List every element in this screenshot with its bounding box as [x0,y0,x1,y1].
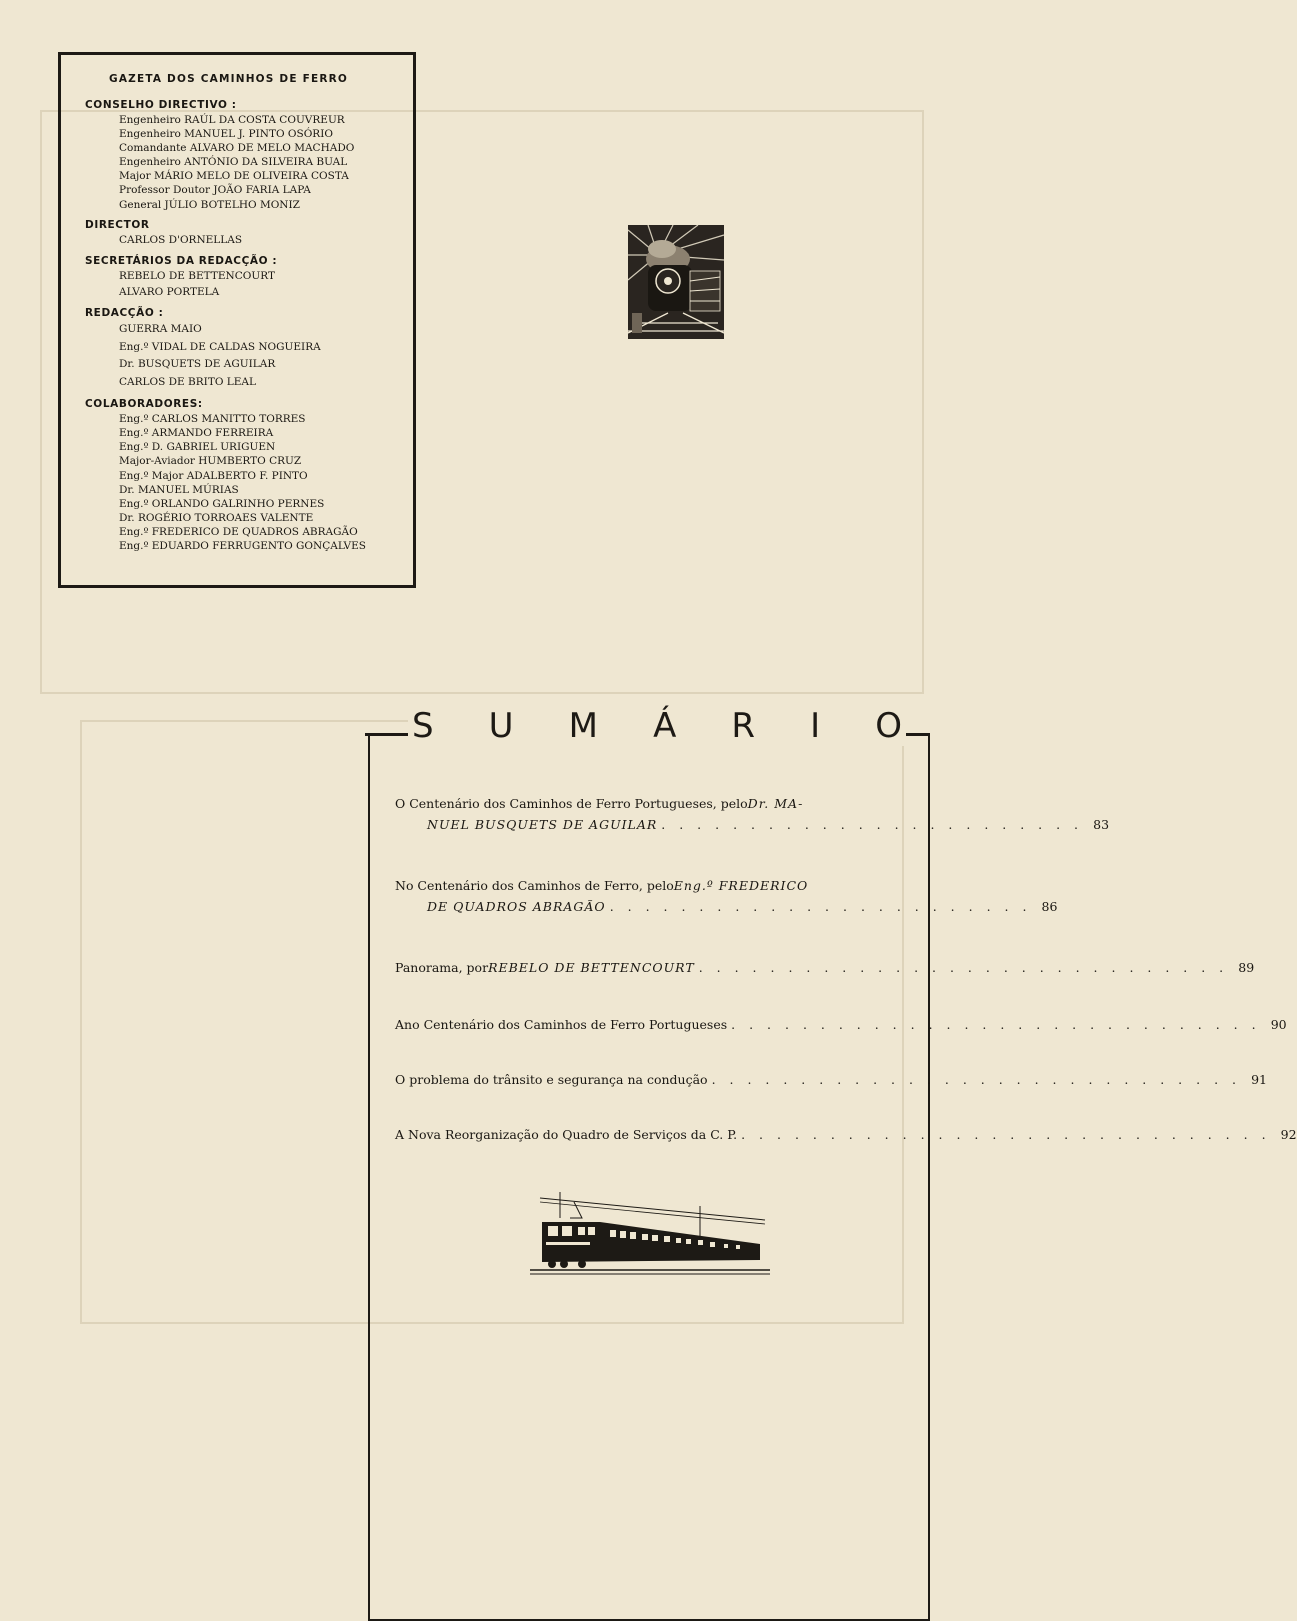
member-name: Professor Doutor JOÃO FARIA LAPA [119,184,311,197]
member-name: Eng.º ARMANDO FERREIRA [119,427,274,440]
entry-title: O problema do trânsito e segurança na condução [395,1072,708,1087]
summary-entry [395,1127,1297,1142]
leader-dots: . . . . . . . . . . . . . . . . . . . . . . . . . . . . . . [711,1072,1241,1087]
entry-line [395,960,1255,975]
member-name: Comandante ALVARO DE MELO MACHADO [119,142,355,155]
masthead-box [58,52,416,588]
summary-title [408,706,906,746]
member-name: Eng.º EDUARDO FERRUGENTO GONÇALVES [119,540,366,552]
entry-line [395,878,905,893]
entry-line [395,899,1058,914]
masthead-sections [85,98,413,553]
member-name: GUERRA MAIO [119,323,202,336]
entry-line [395,817,1110,832]
leader-dots: . . . . . . . . . . . . . . . . . . . . . . . . . . . . . . [698,960,1229,975]
member-name: REBELO DE BETTENCOURT [119,270,275,283]
member-name: General JÚLIO BOTELHO MONIZ [119,198,300,211]
section-heading: REDACÇÃO : [85,307,164,320]
page-number: 91 [1251,1072,1267,1087]
section-heading: COLABORADORES: [85,398,203,411]
leader-dots: . . . . . . . . . . . . . . . . . . . . . . . . [661,817,1084,832]
entry-line [395,796,905,811]
entry-line [395,1017,1287,1032]
page-number: 89 [1238,960,1255,975]
leader-dots: . . . . . . . . . . . . . . . . . . . . . . . . . . . . . . [731,1017,1261,1032]
page-number: 90 [1270,1017,1287,1032]
member-name: ALVARO PORTELA [119,285,220,298]
member-name: Engenheiro MANUEL J. PINTO OSÓRIO [119,128,333,141]
entry-title: Ano Centenário dos Caminhos de Ferro Portugueses [395,1017,728,1032]
summary-entry [395,1072,1267,1087]
entry-author: DE QUADROS ABRAGÃO [427,899,606,914]
member-name: Eng.º FREDERICO DE QUADROS ABRAGÃO [119,525,358,538]
masthead-title: GAZETA DOS CAMINHOS DE FERRO [109,73,349,85]
summary-entry [395,960,1255,975]
member-list [119,113,413,212]
section-heading: CONSELHO DIRECTIVO : [85,99,237,111]
member-name: CARLOS D'ORNELLAS [119,233,243,246]
member-list [119,412,413,553]
entry-author: Dr. MA- [747,796,804,811]
entry-title: O Centenário dos Caminhos de Ferro Portugueses, pelo [395,796,748,811]
member-name: Dr. MANUEL MÚRIAS [119,483,239,496]
section-heading: SECRETÁRIOS DA REDACÇÃO : [85,255,278,268]
member-name: Eng.º D. GABRIEL URIGUEN [119,441,276,454]
summary-entry [395,796,1110,832]
member-name: Engenheiro RAÚL DA COSTA COUVREUR [119,114,345,126]
member-list [119,269,413,300]
member-name: Eng.º ORLANDO GALRINHO PERNES [119,497,325,510]
summary-entry [395,1017,1287,1032]
member-name: Engenheiro ANTÓNIO DA SILVEIRA BUAL [119,156,348,169]
summary-title-letter: M [568,706,598,746]
entry-title: A Nova Reorganização do Quadro de Serviços da C. P. [395,1127,738,1142]
entry-author: NUEL BUSQUETS DE AGUILAR [427,817,658,832]
member-name: Major-Aviador HUMBERTO CRUZ [119,455,302,468]
member-name: CARLOS DE BRITO LEAL [119,375,256,388]
summary-title-letter: R [731,706,756,746]
member-name: Dr. BUSQUETS DE AGUILAR [119,358,276,371]
summary-title-letter: I [810,706,821,746]
member-name: Major MÁRIO MELO DE OLIVEIRA COSTA [119,170,349,183]
entry-author: REBELO DE BETTENCOURT [488,960,695,975]
page-number: 86 [1041,899,1058,914]
entry-title: No Centenário dos Caminhos de Ferro, pelo [395,878,674,893]
summary-box [368,733,930,1621]
summary-entry [395,878,1058,914]
summary-title-letter: O [875,706,902,746]
electric-train-illustration [530,1192,770,1276]
leader-dots: . . . . . . . . . . . . . . . . . . . . . . . . [609,899,1032,914]
member-name: Dr. ROGÉRIO TORROAES VALENTE [119,511,314,524]
summary-title-letter: U [488,706,514,746]
member-name: Eng.º Major ADALBERTO F. PINTO [119,469,308,482]
summary-title-letter: S [412,706,434,746]
entry-line [395,1072,1267,1087]
member-name: Eng.º VIDAL DE CALDAS NOGUEIRA [119,340,321,353]
leader-dots: . . . . . . . . . . . . . . . . . . . . . . . . . . . . . . [741,1127,1271,1142]
entry-line [395,1127,1297,1142]
entry-author: Eng.º FREDERICO [673,878,809,893]
section-heading: DIRECTOR [85,218,150,231]
page-number: 92 [1280,1127,1297,1142]
member-name: Eng.º CARLOS MANITTO TORRES [119,413,306,426]
locomotive-woodcut-image [628,225,724,339]
entry-title: Panorama, por [395,960,489,975]
summary-title-letter: Á [653,706,677,746]
member-list [119,233,413,249]
page-number: 83 [1093,817,1110,832]
member-list [119,321,413,391]
